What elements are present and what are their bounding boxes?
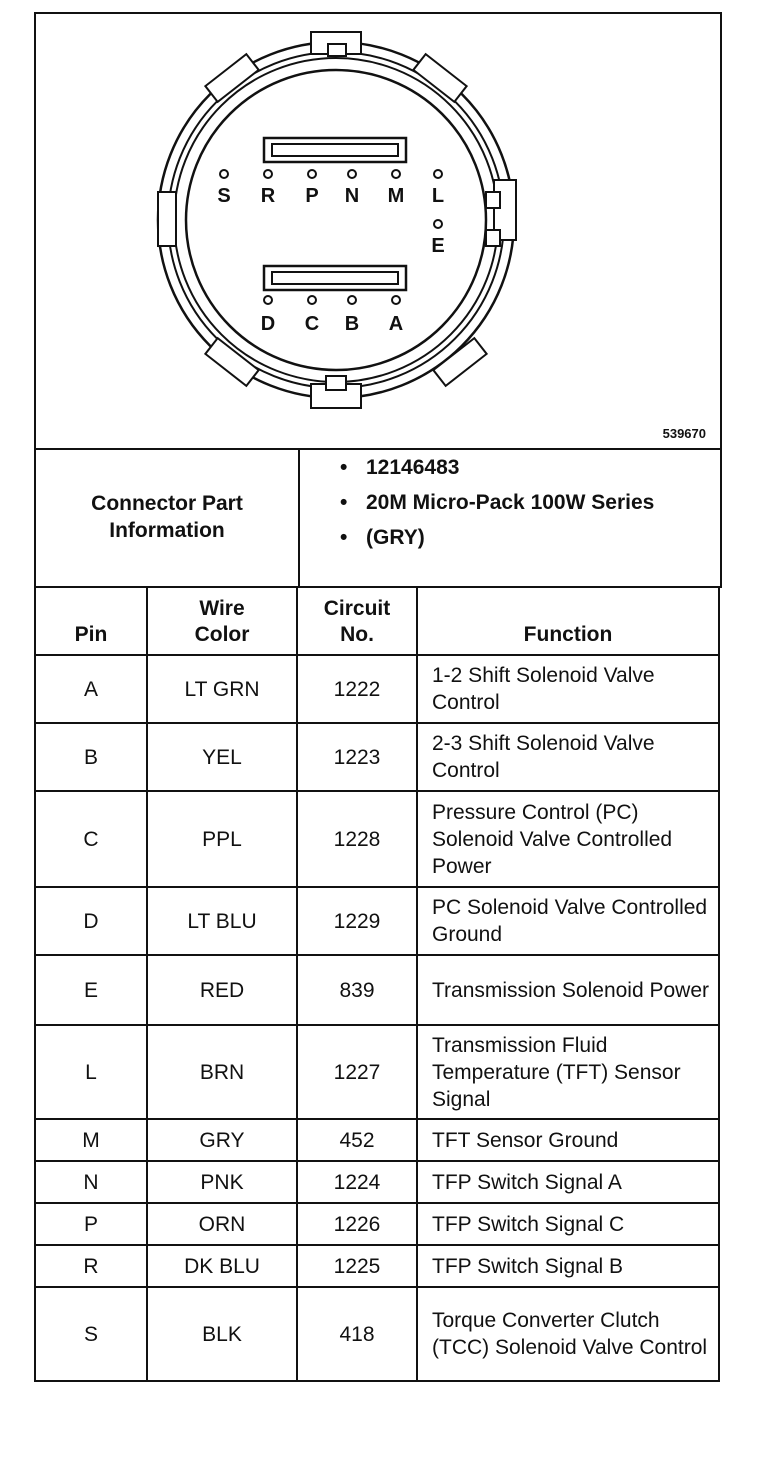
pin-cell: C [35, 791, 147, 887]
part-info-label-line1: Connector Part [91, 492, 243, 515]
pin-label-m: M [387, 185, 405, 207]
pinout-table [34, 586, 720, 1382]
part-series: • 20M Micro-Pack 100W Series [336, 489, 666, 516]
function-cell: Pressure Control (PC) Solenoid Valve Controlled Power [417, 791, 719, 887]
wire-color-cell: LT GRN [147, 655, 297, 723]
table-row [35, 887, 719, 955]
pin-label-r: R [260, 185, 276, 207]
pin-cell: R [35, 1245, 147, 1287]
connector-face-drawing [36, 14, 720, 448]
wire-color-cell: BLK [147, 1287, 297, 1381]
wire-color-cell: PNK [147, 1161, 297, 1203]
wire-color-cell: GRY [147, 1119, 297, 1161]
wire-color-cell: LT BLU [147, 887, 297, 955]
figure-number: 539670 [662, 426, 706, 441]
table-row [35, 955, 719, 1025]
pin-label-e: E [431, 235, 445, 257]
circuit-cell: 1226 [297, 1203, 417, 1245]
circuit-cell: 1228 [297, 791, 417, 887]
function-cell: Transmission Solenoid Power [417, 955, 719, 1025]
pin-cell: A [35, 655, 147, 723]
header-wire-color-line2: Color [194, 623, 250, 646]
header-function: Function [417, 587, 719, 655]
header-wire-color-line1: Wire [199, 597, 245, 620]
circuit-cell: 839 [297, 955, 417, 1025]
function-cell: 1-2 Shift Solenoid Valve Control [417, 655, 719, 723]
pin-label-c: C [304, 313, 320, 335]
header-pin: Pin [35, 587, 147, 655]
pin-cell: N [35, 1161, 147, 1203]
wire-color-cell: ORN [147, 1203, 297, 1245]
function-cell: Transmission Fluid Temperature (TFT) Sensor Signal [417, 1025, 719, 1119]
function-cell: PC Solenoid Valve Controlled Ground [417, 887, 719, 955]
table-row [35, 1203, 719, 1245]
pin-label-n: N [344, 185, 360, 207]
circuit-cell: 418 [297, 1287, 417, 1381]
circuit-cell: 1224 [297, 1161, 417, 1203]
pin-cell: E [35, 955, 147, 1025]
function-cell: Torque Converter Clutch (TCC) Solenoid Valve Control [417, 1287, 719, 1381]
table-row [35, 723, 719, 791]
header-wire-color [147, 587, 297, 655]
wire-color-cell: YEL [147, 723, 297, 791]
part-info-label [36, 448, 300, 586]
header-circuit-line1: Circuit [323, 597, 391, 620]
function-cell: TFP Switch Signal B [417, 1245, 719, 1287]
circuit-cell: 1229 [297, 887, 417, 955]
circuit-cell: 1223 [297, 723, 417, 791]
table-row [35, 791, 719, 887]
table-row [35, 1287, 719, 1381]
wire-color-cell: RED [147, 955, 297, 1025]
pin-cell: B [35, 723, 147, 791]
pin-label-p: P [305, 185, 319, 207]
pin-cell: M [35, 1119, 147, 1161]
table-row [35, 655, 719, 723]
pin-cell: P [35, 1203, 147, 1245]
connector-diagram [34, 12, 722, 450]
pin-label-d: D [260, 313, 276, 335]
header-circuit-line2: No. [340, 623, 374, 646]
pin-label-b: B [344, 313, 360, 335]
wire-color-cell: BRN [147, 1025, 297, 1119]
part-info-list [336, 454, 666, 559]
pinout-header-row [35, 587, 719, 655]
header-circuit-no [297, 587, 417, 655]
pin-cell: S [35, 1287, 147, 1381]
pin-cell: D [35, 887, 147, 955]
circuit-cell: 1227 [297, 1025, 417, 1119]
table-row [35, 1119, 719, 1161]
pin-label-s: S [217, 185, 231, 207]
table-row [35, 1161, 719, 1203]
function-cell: TFT Sensor Ground [417, 1119, 719, 1161]
part-info-label-line2: Information [109, 519, 225, 542]
wire-color-cell: DK BLU [147, 1245, 297, 1287]
pin-label-a: A [388, 313, 404, 335]
function-cell: 2-3 Shift Solenoid Valve Control [417, 723, 719, 791]
function-cell: TFP Switch Signal C [417, 1203, 719, 1245]
circuit-cell: 1222 [297, 655, 417, 723]
wire-color-cell: PPL [147, 791, 297, 887]
circuit-cell: 452 [297, 1119, 417, 1161]
table-row [35, 1245, 719, 1287]
part-number: • 12146483 [336, 454, 666, 481]
pin-cell: L [35, 1025, 147, 1119]
circuit-cell: 1225 [297, 1245, 417, 1287]
connector-part-info [34, 448, 722, 588]
pin-label-l: L [431, 185, 445, 207]
table-row [35, 1025, 719, 1119]
function-cell: TFP Switch Signal A [417, 1161, 719, 1203]
part-color: • (GRY) [336, 524, 666, 551]
